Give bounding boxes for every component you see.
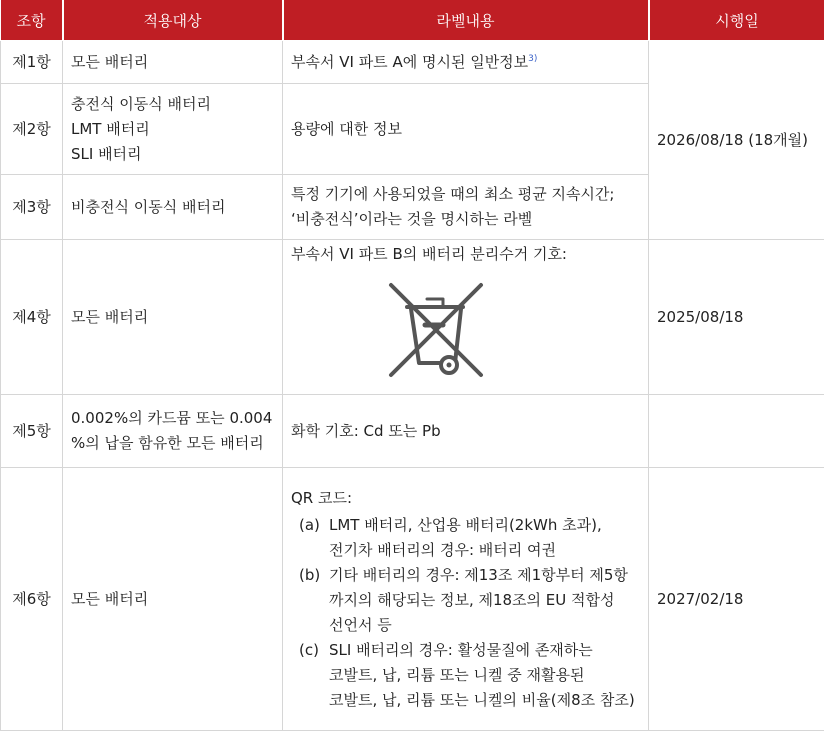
table-row (1, 41, 824, 84)
list-item-line: SLI 배터리의 경우: 활성물질에 존재하는 (329, 640, 593, 659)
article-cell: 제2항 (1, 84, 63, 175)
list-item-line: LMT 배터리, 산업용 배터리(2kWh 초과), (329, 515, 602, 534)
label-line: 특정 기기에 사용되었을 때의 최소 평균 지속시간; (291, 185, 615, 203)
list-item-line: 선언서 등 (329, 615, 392, 634)
effective-date-cell: 2025/08/18 (649, 240, 824, 395)
footnote-marker[interactable]: 3) (528, 53, 538, 64)
list-item-letter: (c) (299, 640, 319, 659)
target-cell (63, 468, 283, 731)
table-row (1, 395, 824, 468)
article-cell: 제4항 (1, 240, 63, 395)
list-item (299, 513, 640, 563)
label-text: 부속서 VI 파트 A에 명시된 일반정보 (291, 52, 529, 71)
target-cell (63, 84, 283, 175)
table-header-row (1, 0, 824, 41)
list-item-line: 코발트, 납, 리튬 또는 니켈의 비율(제8조 참조) (329, 690, 635, 709)
target-cell (63, 41, 283, 84)
target-line: 모든 배터리 (71, 589, 149, 608)
effective-date-cell-empty (649, 395, 824, 468)
target-line: %의 납을 함유한 모든 배터리 (71, 434, 264, 452)
article-cell: 제5항 (1, 395, 63, 468)
list-item-line: 까지의 해당되는 정보, 제18조의 EU 적합성 (329, 590, 615, 609)
list-item-line: 코발트, 납, 리튬 또는 니켈 중 재활용된 (329, 665, 585, 684)
list-item-text (329, 638, 640, 713)
qr-intro: QR 코드: (291, 488, 353, 507)
list-item-line: 전기차 배터리의 경우: 배터리 여권 (329, 540, 556, 559)
effective-date-cell: 2026/08/18 (18개월) (649, 41, 824, 240)
target-cell (63, 175, 283, 240)
column-header-target: 적용대상 (63, 0, 283, 41)
column-header-article: 조항 (1, 0, 63, 41)
list-item-text (329, 563, 640, 638)
target-cell (63, 240, 283, 395)
target-line: 충전식 이동식 배터리 (71, 94, 211, 113)
list-item (299, 563, 640, 638)
target-line: LMT 배터리 (71, 119, 150, 138)
label-line: ‘비충전식’이라는 것을 명시하는 라벨 (291, 210, 533, 228)
target-line: 비충전식 이동식 배터리 (71, 197, 226, 216)
crossed-out-wheelie-bin-icon (383, 277, 489, 383)
label-text: 부속서 VI 파트 B의 배터리 분리수거 기호: (291, 244, 567, 263)
label-cell (283, 175, 649, 240)
column-header-date: 시행일 (649, 0, 824, 41)
list-item-letter: (b) (299, 565, 321, 584)
list-item-letter: (a) (299, 515, 320, 534)
target-line: 모든 배터리 (71, 307, 149, 326)
target-line: 0.002%의 카드뮴 또는 0.004 (71, 409, 273, 427)
article-cell: 제3항 (1, 175, 63, 240)
list-item (299, 638, 640, 713)
label-cell (283, 240, 649, 395)
effective-date-cell: 2027/02/18 (649, 468, 824, 731)
label-cell (283, 468, 649, 731)
article-cell: 제6항 (1, 468, 63, 731)
label-cell: 용량에 대한 정보 (283, 84, 649, 175)
article-cell: 제1항 (1, 41, 63, 84)
list-item-line: 기타 배터리의 경우: 제13조 제1항부터 제5항 (329, 565, 628, 584)
label-cell: 화학 기호: Cd 또는 Pb (283, 395, 649, 468)
label-cell (283, 41, 649, 84)
target-line: SLI 배터리 (71, 144, 142, 163)
column-header-label: 라벨내용 (283, 0, 649, 41)
table-row (1, 240, 824, 395)
table-row (1, 468, 824, 731)
target-cell (63, 395, 283, 468)
target-line: 모든 배터리 (71, 52, 149, 71)
list-item-text (329, 513, 640, 563)
